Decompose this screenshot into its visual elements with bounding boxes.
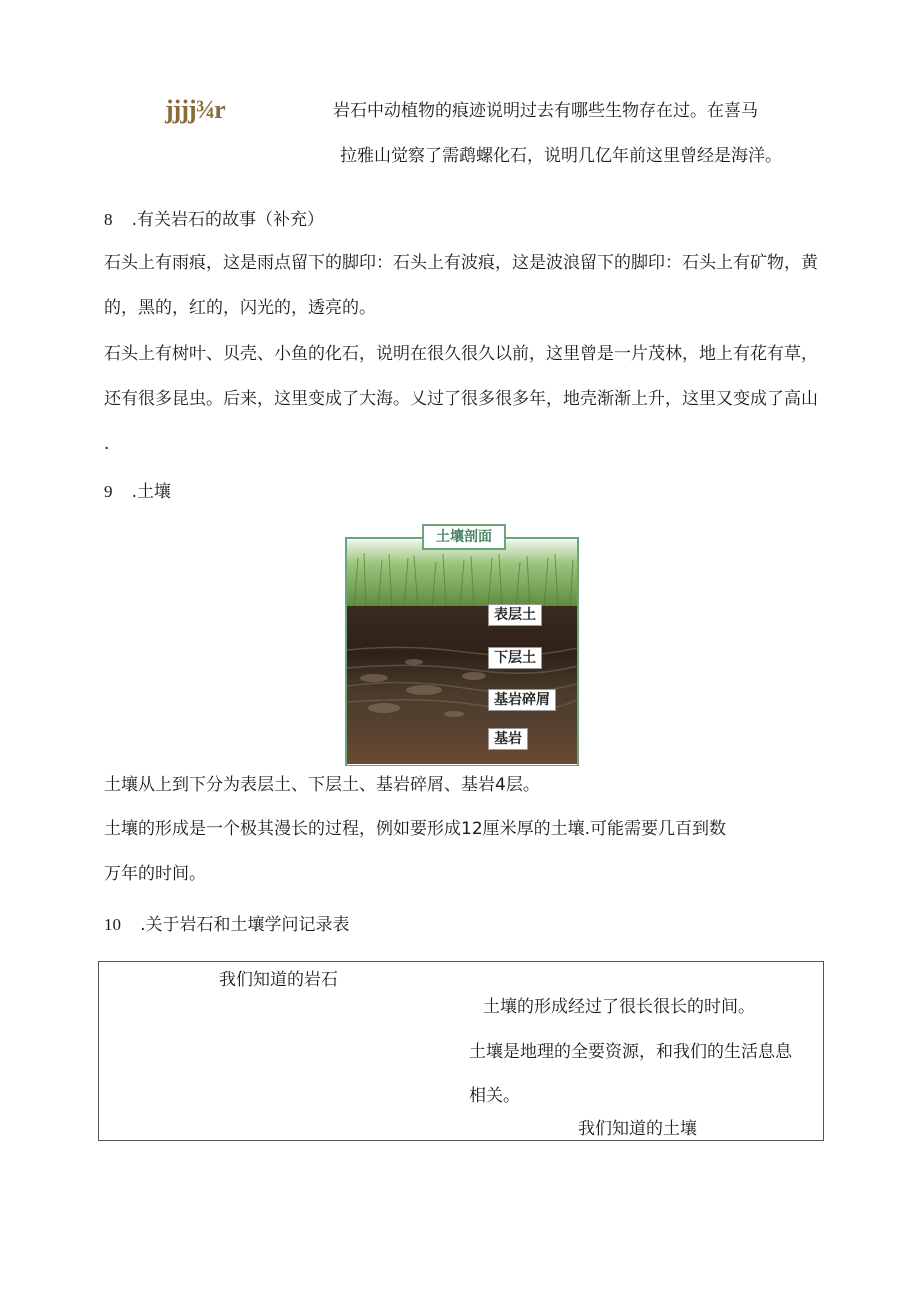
section-9-paragraph-2-line-2: 万年的时间。 (104, 864, 206, 884)
soil-fact-line-2: 土壤是地理的全要资源，和我们的生活息息 (469, 1042, 792, 1062)
section-8-heading (104, 210, 324, 230)
soil-profile-illustration (344, 518, 580, 766)
layer-label-subsoil: 下层土 (488, 647, 542, 669)
section-number: 8 (104, 210, 113, 229)
section-title: .土壤 (131, 482, 171, 502)
layer-label-topsoil: 表层土 (488, 604, 542, 626)
section-8-paragraph-2-line-2: 还有很多昆虫。后来，这里变成了大海。乂过了很多很多年，地壳渐渐上升，这里又变成了高山 (104, 389, 818, 409)
section-10-heading (104, 915, 350, 935)
header-line-2: 拉雅山觉察了需鹉螺化石，说明几亿年前这里曾经是海洋。 (340, 146, 782, 166)
soil-fact-line-3: 相关。 (469, 1086, 520, 1106)
section-8-paragraph-2-line-1: 石头上有树叶、贝壳、小鱼的化石，说明在很久很久以前，这里曾是一片茂林，地上有花有草， (104, 344, 818, 364)
section-8-paragraph-1-line-2: 的，黑的，红的，闪光的，透亮的。 (104, 298, 376, 318)
section-number: 9 (104, 482, 113, 501)
section-9-paragraph-2-line-1: 土壤的形成是一个极其漫长的过程，例如要形成12厘米厚的土壤.可能需要几百到数 (104, 819, 727, 839)
section-title: .有关岩石的故事（补充） (131, 210, 324, 230)
soil-column-heading: 我们知道的土壤 (578, 1119, 697, 1139)
layer-label-bedrock-fragments: 基岩碎屑 (488, 689, 556, 711)
soil-profile-figure (344, 518, 580, 766)
section-9-paragraph-1: 土壤从上到下分为表层土、下层土、基岩碎屑、基岩4层。 (104, 775, 540, 795)
section-title: .关于岩石和土壤学问记录表 (140, 915, 350, 935)
logo-mark: jjjj¾r (165, 95, 225, 124)
section-8-paragraph-1-line-1: 石头上有雨痕，这是雨点留下的脚印：石头上有波痕，这是波浪留下的脚印：石头上有矿物，黄 (104, 253, 818, 273)
knowledge-record-table (98, 961, 824, 1141)
soil-profile-title: 土壤剖面 (422, 524, 506, 550)
soil-fact-line-1: 土壤的形成经过了很长很长的时间。 (483, 997, 755, 1017)
layer-label-bedrock: 基岩 (488, 728, 528, 750)
rock-column-heading: 我们知道的岩石 (219, 970, 338, 990)
section-8-paragraph-2-line-3: . (104, 434, 110, 454)
section-9-heading (104, 482, 171, 502)
section-number: 10 (104, 915, 121, 934)
header-line-1: 岩石中动植物的痕迹说明过去有哪些生物存在过。在喜马 (333, 101, 758, 121)
